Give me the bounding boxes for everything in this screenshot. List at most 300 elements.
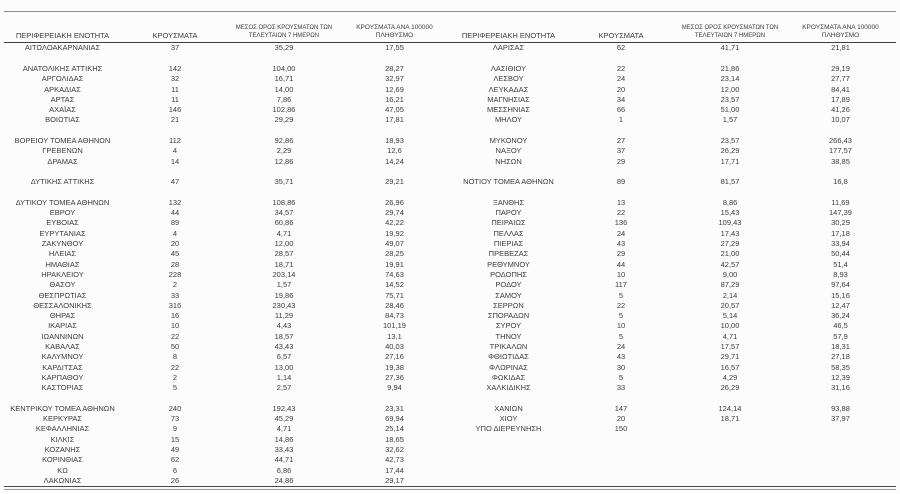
left-per100k-cell: 14,24 <box>385 156 404 166</box>
table-row <box>4 84 896 94</box>
left-per100k-cell: 47,05 <box>385 105 404 115</box>
left-cases-cell: 4 <box>172 146 178 156</box>
table-row <box>4 43 896 54</box>
right-per100k-cell: 17,89 <box>831 94 850 104</box>
left-avg7-cell: 19,86 <box>274 290 294 300</box>
left-cases-cell: 146 <box>168 105 182 115</box>
table-row <box>4 239 896 249</box>
table-row <box>4 352 896 362</box>
right-per100k-cell <box>785 167 896 177</box>
left-cases-cell: 14 <box>170 156 180 166</box>
left-avg7-cell: 29,29 <box>274 115 294 125</box>
left-avg7-cell: 13,00 <box>274 362 294 372</box>
right-per100k-cell <box>785 424 896 434</box>
left-cases-cell <box>121 125 229 135</box>
left-region-cell: ΓΡΕΒΕΝΩΝ <box>42 146 83 156</box>
right-avg7-cell <box>675 53 785 63</box>
table-row <box>4 105 896 115</box>
left-region-cell <box>4 167 121 177</box>
table-row <box>4 156 896 166</box>
right-region-cell: ΤΗΝΟΥ <box>495 331 522 341</box>
left-per100k-cell: 23,31 <box>385 403 404 413</box>
table-row <box>4 434 896 444</box>
left-per100k-cell: 84,73 <box>385 311 404 321</box>
right-region-cell: ΠΡΕΒΕΖΑΣ <box>488 249 529 259</box>
header-row <box>4 12 896 43</box>
left-avg7-cell: 18,71 <box>274 259 294 269</box>
right-region-cell: ΦΩΚΙΔΑΣ <box>491 372 526 382</box>
table-row <box>4 177 896 187</box>
table-row <box>4 445 896 455</box>
col-header-region-left-label: ΠΕΡΙΦΕΡΕΙΑΚΗ ΕΝΟΤΗΤΑ <box>15 30 110 40</box>
col-header-per100k-right <box>785 12 896 43</box>
right-per100k-cell: 51,4 <box>833 259 848 269</box>
left-region-cell: ΒΟΙΩΤΙΑΣ <box>45 115 80 125</box>
left-per100k-cell: 25,14 <box>385 424 404 434</box>
left-cases-cell: 15 <box>170 434 180 444</box>
right-per100k-cell: 41,26 <box>831 105 850 115</box>
right-per100k-cell <box>785 475 896 485</box>
left-per100k-cell: 75,71 <box>385 290 404 300</box>
left-avg7-cell: 12,86 <box>274 156 294 166</box>
left-avg7-cell: 60,86 <box>274 218 294 228</box>
left-cases-cell <box>121 187 229 197</box>
right-avg7-cell: 21,86 <box>720 63 740 73</box>
table-row <box>4 136 896 146</box>
left-per100k-cell <box>339 393 450 403</box>
right-cases-cell <box>567 167 675 177</box>
right-per100k-cell: 36,24 <box>831 311 850 321</box>
left-region-cell: ΕΒΡΟΥ <box>49 208 76 218</box>
left-region-cell: ΔΡΑΜΑΣ <box>47 156 78 166</box>
right-per100k-cell <box>785 465 896 475</box>
left-region-cell: ΑΧΑΪΑΣ <box>49 105 76 115</box>
left-region-cell: ΚΙΛΚΙΣ <box>50 434 75 444</box>
left-cases-cell: 16 <box>170 311 180 321</box>
left-cases-cell: 20 <box>170 239 180 249</box>
right-region-cell <box>450 125 567 135</box>
right-region-cell: ΜΗΛΟΥ <box>494 115 523 125</box>
left-per100k-cell: 74,63 <box>385 269 404 279</box>
left-region-cell: ΙΩΑΝΝΙΝΩΝ <box>41 331 84 341</box>
left-avg7-cell: 34,57 <box>274 208 294 218</box>
left-per100k-cell: 29,17 <box>385 475 404 485</box>
col-header-cases-right <box>567 12 675 43</box>
right-avg7-cell: 5,14 <box>722 311 738 321</box>
right-cases-cell: 5 <box>618 331 624 341</box>
left-per100k-cell <box>339 187 450 197</box>
right-cases-cell: 147 <box>614 403 628 413</box>
right-region-cell <box>450 434 567 444</box>
left-cases-cell: 6 <box>172 465 178 475</box>
left-region-cell: ΕΥΡΥΤΑΝΙΑΣ <box>39 228 86 238</box>
right-region-cell <box>450 455 567 465</box>
right-per100k-cell: 12,39 <box>831 372 850 382</box>
right-region-cell <box>450 475 567 485</box>
left-region-cell: ΚΑΛΥΜΝΟΥ <box>41 352 84 362</box>
left-per100k-cell: 29,74 <box>385 208 404 218</box>
right-cases-cell: 1 <box>618 115 624 125</box>
right-avg7-cell: 109,43 <box>718 218 742 228</box>
left-region-cell: ΛΑΚΩΝΙΑΣ <box>43 475 82 485</box>
right-region-cell: ΠΕΛΛΑΣ <box>493 228 524 238</box>
right-avg7-cell: 17,57 <box>720 342 740 351</box>
left-cases-cell: 49 <box>170 444 180 454</box>
right-cases-cell <box>567 187 675 197</box>
left-per100k-cell: 26,96 <box>385 197 404 207</box>
left-per100k-cell: 14,52 <box>385 280 404 290</box>
right-avg7-cell: 42,57 <box>720 259 740 269</box>
left-region-cell: ΚΕΦΑΛΛΗΝΙΑΣ <box>35 424 90 434</box>
right-region-cell: ΛΕΣΒΟΥ <box>493 74 524 84</box>
right-cases-cell: 117 <box>615 280 627 290</box>
right-cases-cell: 37 <box>616 146 626 156</box>
right-cases-cell: 44 <box>616 259 626 269</box>
per100k-right-line2: ΠΛΗΘΥΣΜΟ <box>821 31 860 39</box>
left-region-cell: ΚΑΒΑΛΑΣ <box>45 342 80 351</box>
right-region-cell: ΦΛΩΡΙΝΑΣ <box>489 362 528 372</box>
right-region-cell: ΧΑΝΙΩΝ <box>494 403 523 413</box>
left-per100k-cell: 13,1 <box>387 331 402 341</box>
col-header-region-right-label: ΠΕΡΙΦΕΡΕΙΑΚΗ ΕΝΟΤΗΤΑ <box>461 30 556 40</box>
left-region-cell <box>4 393 121 403</box>
left-avg7-cell: 28,57 <box>274 249 294 259</box>
left-per100k-cell: 17,44 <box>385 465 404 475</box>
right-avg7-cell: 124,14 <box>718 403 742 413</box>
left-region-cell: ΗΜΑΘΙΑΣ <box>45 259 80 269</box>
right-avg7-cell: 4,29 <box>722 372 738 382</box>
table-row <box>4 218 896 228</box>
left-avg7-cell <box>229 53 339 63</box>
table-row <box>4 383 896 393</box>
left-avg7-cell: 12,00 <box>274 239 294 249</box>
left-cases-cell: 50 <box>170 342 180 351</box>
right-cases-cell: 22 <box>616 208 626 218</box>
left-avg7-cell: 18,57 <box>274 331 294 341</box>
right-cases-cell: 20 <box>616 84 626 94</box>
left-avg7-cell: 4,71 <box>276 424 292 434</box>
left-per100k-cell: 19,91 <box>385 259 404 269</box>
table-row <box>4 208 896 218</box>
left-region-cell: ΘΕΣΠΡΩΤΙΑΣ <box>38 290 87 300</box>
right-avg7-cell: 41,71 <box>720 43 740 53</box>
table-row <box>4 455 896 465</box>
left-region-cell <box>4 187 121 197</box>
left-region-cell: ΑΡΓΟΛΙΔΑΣ <box>41 74 84 84</box>
col-header-region-right <box>450 12 567 43</box>
left-cases-cell: 44 <box>170 208 180 218</box>
left-avg7-cell <box>229 167 339 177</box>
right-region-cell: ΛΕΥΚΑΔΑΣ <box>488 84 529 94</box>
right-avg7-cell: 81,57 <box>720 177 740 187</box>
right-cases-cell: 33 <box>616 383 626 393</box>
right-cases-cell: 24 <box>616 228 626 238</box>
right-avg7-cell: 20,57 <box>720 300 740 310</box>
left-avg7-cell: 43,43 <box>274 342 294 351</box>
table-row <box>4 475 896 485</box>
right-per100k-cell: 8,93 <box>833 269 848 279</box>
left-region-cell: ΚΕΡΚΥΡΑΣ <box>42 414 83 424</box>
left-cases-cell: 9 <box>172 424 178 434</box>
right-region-cell: ΧΑΛΚΙΔΙΚΗΣ <box>486 383 531 393</box>
right-per100k-cell: 10,07 <box>831 115 850 125</box>
left-region-cell: ΚΑΡΔΙΤΣΑΣ <box>42 362 83 372</box>
left-per100k-cell: 19,38 <box>385 362 404 372</box>
right-cases-cell: 34 <box>616 94 626 104</box>
left-per100k-cell: 29,21 <box>385 177 404 187</box>
left-avg7-cell: 16,71 <box>274 74 294 84</box>
left-cases-cell: 11 <box>171 94 179 104</box>
right-region-cell: ΣΥΡΟΥ <box>495 321 522 331</box>
right-region-cell: ΝΑΞΟΥ <box>495 146 522 156</box>
right-avg7-cell: 27,29 <box>720 239 740 249</box>
col-header-cases-left-label: ΚΡΟΥΣΜΑΤΑ <box>152 30 198 40</box>
right-avg7-cell: 1,57 <box>722 115 738 125</box>
left-cases-cell: 11 <box>171 84 179 94</box>
right-region-cell: ΜΥΚΟΝΟΥ <box>489 136 528 146</box>
right-cases-cell: 29 <box>616 156 626 166</box>
left-per100k-cell: 32,97 <box>385 74 404 84</box>
right-per100k-cell: 16,8 <box>833 177 848 187</box>
right-region-cell <box>450 53 567 63</box>
left-per100k-cell: 9,94 <box>387 383 402 393</box>
table-row <box>4 362 896 372</box>
right-avg7-cell <box>675 475 785 485</box>
right-per100k-cell: 27,77 <box>831 74 850 84</box>
col-header-region-left <box>4 12 121 43</box>
left-cases-cell: 37 <box>170 43 180 53</box>
left-region-cell: ΒΟΡΕΙΟΥ ΤΟΜΕΑ ΑΘΗΝΩΝ <box>14 136 111 146</box>
right-per100k-cell: 266,43 <box>829 136 852 146</box>
left-avg7-cell: 2,29 <box>276 146 292 156</box>
right-region-cell: ΛΑΡΙΣΑΣ <box>492 43 525 53</box>
right-cases-cell: 5 <box>618 372 624 382</box>
left-cases-cell: 240 <box>168 403 182 413</box>
left-per100k-cell: 69,94 <box>385 414 404 424</box>
left-cases-cell: 73 <box>170 414 180 424</box>
right-per100k-cell: 46,5 <box>833 321 848 331</box>
right-cases-cell: 29 <box>616 249 626 259</box>
right-region-cell <box>450 167 567 177</box>
left-cases-cell: 22 <box>170 362 180 372</box>
left-cases-cell: 22 <box>170 331 180 341</box>
left-avg7-cell: 14,00 <box>274 84 294 94</box>
left-cases-cell: 2 <box>172 372 178 382</box>
avg7-right-line1: ΜΕΣΟΣ ΟΡΟΣ ΚΡΟΥΣΜΑΤΩΝ ΤΩΝ <box>681 25 779 31</box>
avg7-left-line1: ΜΕΣΟΣ ΟΡΟΣ ΚΡΟΥΣΜΑΤΩΝ ΤΩΝ <box>235 25 333 31</box>
left-avg7-cell: 4,43 <box>276 321 292 331</box>
right-cases-cell <box>567 475 675 485</box>
left-cases-cell: 8 <box>172 352 178 362</box>
right-avg7-cell: 17,43 <box>720 228 740 238</box>
right-cases-cell: 43 <box>616 239 626 249</box>
left-avg7-cell: 102,86 <box>272 105 296 115</box>
left-region-cell: ΘΕΣΣΑΛΟΝΙΚΗΣ <box>33 300 92 310</box>
left-region-cell: ΘΑΣΟΥ <box>49 280 76 290</box>
table-row <box>4 424 896 434</box>
right-avg7-cell <box>675 424 785 434</box>
left-cases-cell: 4 <box>172 228 178 238</box>
right-per100k-cell: 21,81 <box>831 43 850 53</box>
left-cases-cell: 228 <box>168 269 182 279</box>
right-cases-cell: 62 <box>616 43 626 53</box>
left-avg7-cell: 35,29 <box>274 43 294 53</box>
left-region-cell: ΚΟΖΑΝΗΣ <box>44 444 81 454</box>
left-per100k-cell: 16,21 <box>385 94 404 104</box>
right-region-cell: ΝΟΤΙΟΥ ΤΟΜΕΑ ΑΘΗΝΩΝ <box>463 177 554 187</box>
left-avg7-cell: 24,86 <box>274 475 294 485</box>
right-per100k-cell <box>785 455 896 465</box>
left-cases-cell: 89 <box>170 218 180 228</box>
right-avg7-cell: 9,00 <box>722 269 738 279</box>
left-avg7-cell: 1,57 <box>276 280 292 290</box>
table-row <box>4 249 896 259</box>
left-per100k-cell: 101,19 <box>383 321 406 331</box>
per100k-right-line1: ΚΡΟΥΣΜΑΤΑ ΑΝΑ 100000 <box>802 23 879 31</box>
left-region-cell: ΔΥΤΙΚΟΥ ΤΟΜΕΑ ΑΘΗΝΩΝ <box>15 197 110 207</box>
left-region-cell: ΑΡΤΑΣ <box>50 94 75 104</box>
right-cases-cell: 89 <box>616 177 626 187</box>
right-region-cell: ΤΡΙΚΑΛΩΝ <box>489 342 528 351</box>
left-avg7-cell: 192,43 <box>272 403 296 413</box>
table-row <box>4 187 896 197</box>
right-cases-cell: 5 <box>618 311 624 321</box>
avg7-left-line2: ΤΕΛΕΥΤΑΙΩΝ 7 ΗΜΕΡΩΝ <box>248 32 320 39</box>
right-cases-cell: 24 <box>616 342 626 351</box>
left-region-cell: ΔΥΤΙΚΗΣ ΑΤΤΙΚΗΣ <box>30 177 95 187</box>
table-row <box>4 125 896 135</box>
right-cases-cell: 22 <box>616 63 626 73</box>
right-cases-cell: 22 <box>616 300 626 310</box>
left-cases-cell: 33 <box>170 290 180 300</box>
right-avg7-cell: 8,86 <box>722 197 738 207</box>
right-per100k-cell: 50,44 <box>831 249 850 259</box>
right-per100k-cell: 31,16 <box>831 383 850 393</box>
right-avg7-cell <box>675 455 785 465</box>
left-avg7-cell: 4,71 <box>276 228 292 238</box>
right-avg7-cell <box>675 393 785 403</box>
left-avg7-cell: 6,86 <box>276 465 292 475</box>
right-per100k-cell <box>785 434 896 444</box>
left-avg7-cell <box>229 187 339 197</box>
right-cases-cell: 66 <box>616 105 626 115</box>
right-avg7-cell: 26,29 <box>720 383 740 393</box>
right-cases-cell: 13 <box>616 197 626 207</box>
left-per100k-cell: 12,69 <box>385 84 404 94</box>
right-avg7-cell: 29,71 <box>720 352 740 362</box>
left-per100k-cell: 28,25 <box>385 249 404 259</box>
right-avg7-cell <box>675 434 785 444</box>
right-cases-cell: 10 <box>616 321 626 331</box>
right-avg7-cell <box>675 167 785 177</box>
right-per100k-cell: 147,39 <box>829 208 852 218</box>
right-region-cell: ΡΟΔΟΠΗΣ <box>490 269 527 279</box>
left-per100k-cell: 12,6 <box>387 146 402 156</box>
right-region-cell <box>450 465 567 475</box>
right-per100k-cell: 177,57 <box>829 146 852 156</box>
left-per100k-cell: 27,16 <box>385 352 404 362</box>
right-region-cell: ΝΗΣΩΝ <box>495 156 522 166</box>
table-row <box>4 94 896 104</box>
per100k-left-line2: ΠΛΗΘΥΣΜΟ <box>375 31 414 39</box>
right-per100k-cell: 33,94 <box>831 239 850 249</box>
right-region-cell: ΜΑΓΝΗΣΙΑΣ <box>487 94 530 104</box>
left-per100k-cell <box>339 125 450 135</box>
left-region-cell: ΑΡΚΑΔΙΑΣ <box>44 84 81 94</box>
right-region-cell: ΜΕΣΣΗΝΙΑΣ <box>486 105 531 115</box>
right-per100k-cell: 37,97 <box>831 414 850 424</box>
left-per100k-cell: 19,92 <box>385 228 404 238</box>
left-per100k-cell: 17,81 <box>385 115 404 125</box>
right-region-cell: ΣΕΡΡΩΝ <box>493 300 524 310</box>
right-avg7-cell: 16,57 <box>720 362 740 372</box>
right-region-cell: ΡΕΘΥΜΝΟΥ <box>487 259 530 269</box>
right-region-cell: ΛΑΣΙΘΙΟΥ <box>490 63 527 73</box>
right-cases-cell <box>567 434 675 444</box>
table-row <box>4 270 896 280</box>
left-avg7-cell: 11,29 <box>274 311 294 321</box>
right-cases-cell <box>567 455 675 465</box>
col-header-avg7-right <box>675 12 785 43</box>
left-per100k-cell: 49,07 <box>385 239 404 249</box>
right-avg7-cell: 18,71 <box>720 414 740 424</box>
right-cases-cell: 24 <box>616 74 626 84</box>
table-row <box>4 465 896 475</box>
right-avg7-cell <box>675 187 785 197</box>
right-cases-cell <box>567 53 675 63</box>
left-avg7-cell: 108,86 <box>272 197 296 207</box>
table-row <box>4 342 896 352</box>
left-cases-cell: 2 <box>172 280 178 290</box>
left-avg7-cell <box>229 125 339 135</box>
left-cases-cell: 316 <box>168 300 182 310</box>
left-avg7-cell: 230,43 <box>272 300 296 310</box>
right-per100k-cell: 93,88 <box>831 403 850 413</box>
right-per100k-cell: 29,19 <box>831 63 850 73</box>
right-cases-cell: 10 <box>616 269 626 279</box>
left-avg7-cell: 203,14 <box>272 269 296 279</box>
table-row <box>4 74 896 84</box>
left-per100k-cell: 28,46 <box>385 300 404 310</box>
right-per100k-cell: 38,85 <box>831 156 850 166</box>
table-row <box>4 64 896 74</box>
left-region-cell: ΑΝΑΤΟΛΙΚΗΣ ΑΤΤΙΚΗΣ <box>22 63 103 73</box>
left-cases-cell: 5 <box>172 383 178 393</box>
left-avg7-cell: 2,57 <box>276 383 292 393</box>
left-avg7-cell: 44,71 <box>274 455 294 465</box>
right-avg7-cell: 51,00 <box>720 105 740 115</box>
right-avg7-cell <box>675 445 785 455</box>
right-per100k-cell: 57,9 <box>833 331 848 341</box>
right-avg7-cell: 12,00 <box>720 84 740 94</box>
left-cases-cell: 32 <box>170 74 180 84</box>
table-row <box>4 197 896 207</box>
left-region-cell: ΙΚΑΡΙΑΣ <box>48 321 77 331</box>
right-region-cell: ΠΑΡΟΥ <box>495 208 522 218</box>
right-avg7-cell: 10,00 <box>720 321 740 331</box>
avg7-right-line2: ΤΕΛΕΥΤΑΙΩΝ 7 ΗΜΕΡΩΝ <box>694 32 766 39</box>
left-cases-cell: 21 <box>170 115 180 125</box>
table-row <box>4 311 896 321</box>
left-avg7-cell: 35,71 <box>274 177 294 187</box>
right-cases-cell: 5 <box>618 290 624 300</box>
left-cases-cell: 45 <box>170 249 180 259</box>
right-region-cell: ΞΑΝΘΗΣ <box>492 197 525 207</box>
left-region-cell: ΚΩ <box>57 465 68 475</box>
right-cases-cell: 20 <box>616 414 626 424</box>
left-cases-cell: 112 <box>169 136 181 146</box>
right-avg7-cell: 4,71 <box>722 331 738 341</box>
